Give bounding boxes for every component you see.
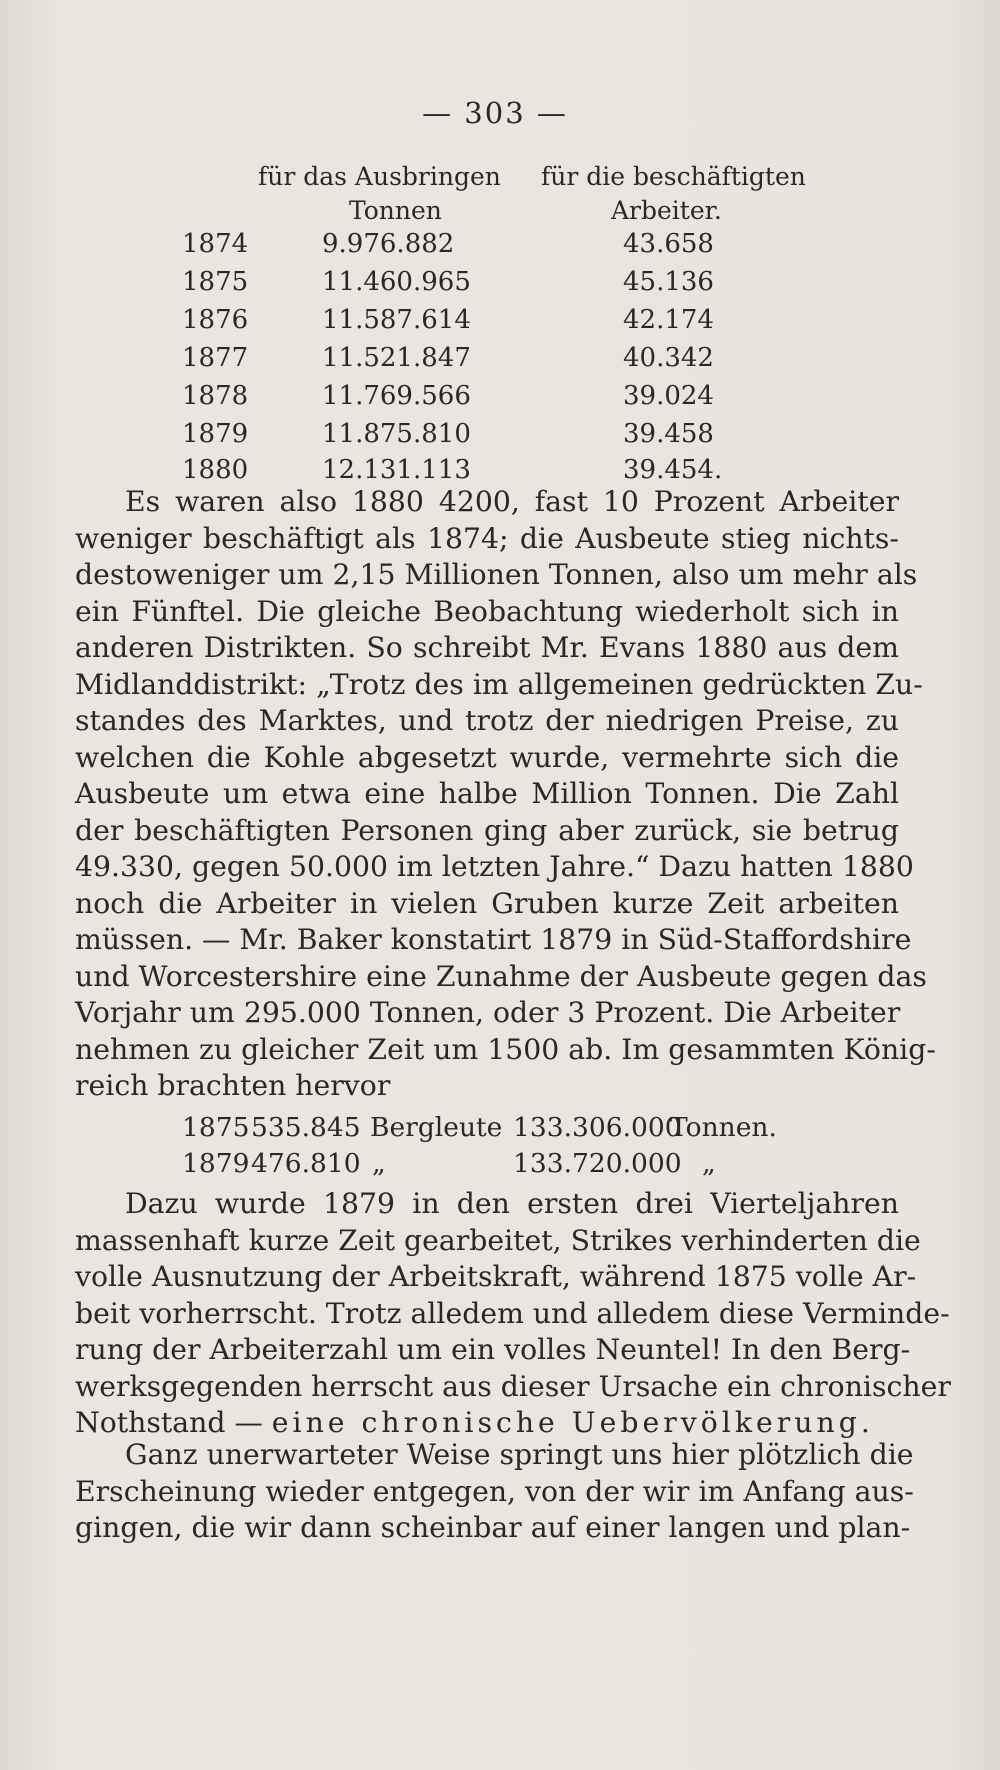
table-row: [0, 1112, 1000, 1148]
row-year: 1876: [182, 305, 249, 335]
text-line: destoweniger um 2,15 Millionen Tonnen, also um mehr als: [75, 558, 918, 591]
text-line: und Worcestershire eine Zunahme der Ausbeute gegen das: [75, 959, 927, 993]
paragraph-second: [75, 1186, 951, 1442]
header-workers-unit: Arbeiter.: [611, 196, 722, 225]
row-tons: 11.587.614: [322, 305, 471, 335]
text-line: gingen, die wir dann scheinbar auf einer langen und plan-: [75, 1511, 911, 1544]
text-line: rung der Arbeiterzahl um ein volles Neuntel! In den Berg-: [75, 1333, 911, 1366]
row-tons: 11.769.566: [322, 381, 471, 411]
text-segment: Nothstand —: [75, 1406, 272, 1439]
text-line: noch die Arbeiter in vielen Gruben kurze Zeit arbeiten: [75, 886, 899, 920]
text-line: anderen Distrikten. So schreibt Mr. Evans 1880 aus dem: [75, 631, 899, 664]
text-line: beit vorherrscht. Trotz alledem und alledem diese Verminde-: [75, 1296, 950, 1330]
row-year: 1879: [182, 419, 249, 449]
text-line: standes des Marktes, und trotz der niedrigen Preise, zu: [75, 704, 899, 737]
row-workers: 45.136: [623, 267, 714, 297]
table-row: [0, 305, 1000, 345]
row-miners: 476.810: [251, 1148, 361, 1179]
spaced-emphasis: eine chronische Uebervölkerung.: [271, 1406, 874, 1439]
text-line: der beschäftigten Personen ging aber zurück, sie betrug: [75, 813, 899, 847]
text-line: 49.330, gegen 50.000 im letzten Jahre.“ Dazu hatten 1880: [75, 850, 914, 883]
table-row: [0, 267, 1000, 307]
row-tons: 133.720.000: [513, 1148, 682, 1179]
table-row: [0, 1148, 1000, 1184]
row-tons: 11.521.847: [322, 343, 471, 373]
ditto-mark: „: [702, 1148, 716, 1179]
row-workers: 39.454.: [623, 455, 723, 485]
text-line: Ganz unerwarteter Weise springt uns hier plötzlich die: [125, 1438, 914, 1471]
text-line: reich brachten hervor: [75, 1069, 391, 1102]
row-workers: 40.342: [623, 343, 714, 373]
row-miners: 535.845: [251, 1112, 361, 1143]
row-year: 1875: [182, 267, 249, 297]
row-workers: 39.024: [623, 381, 714, 411]
row-label: Bergleute: [370, 1112, 503, 1143]
row-tons: 11.875.810: [322, 419, 471, 449]
row-workers: 39.458: [623, 419, 714, 449]
table-row: [0, 419, 1000, 459]
text-line: weniger beschäftigt als 1874; die Ausbeute stieg nichts-: [75, 521, 899, 555]
paragraph-main: [75, 484, 936, 1105]
text-line: Vorjahr um 295.000 Tonnen, oder 3 Prozent. Die Arbeiter: [75, 996, 901, 1029]
text-line: Dazu wurde 1879 in den ersten drei Vierteljahren: [125, 1187, 899, 1220]
text-line: müssen. — Mr. Baker konstatirt 1879 in Süd-Staffordshire: [75, 923, 912, 956]
table-row: [0, 229, 1000, 269]
row-unit: Tonnen.: [670, 1112, 777, 1143]
header-workers: für die beschäftigten: [541, 162, 806, 191]
text-line: nehmen zu gleicher Zeit um 1500 ab. Im gesammten König-: [75, 1032, 936, 1066]
ditto-mark: „: [372, 1148, 386, 1179]
row-workers: 42.174: [623, 305, 714, 335]
row-year: 1880: [182, 455, 249, 485]
text-line: ein Fünftel. Die gleiche Beobachtung wiederholt sich in: [75, 594, 899, 628]
row-tons: 133.306.000: [513, 1112, 682, 1143]
row-year: 1877: [182, 343, 249, 373]
text-line: Es waren also 1880 4200, fast 10 Prozent Arbeiter: [125, 485, 899, 518]
row-year: 1879: [182, 1148, 250, 1179]
text-line: Ausbeute um etwa eine halbe Million Tonnen. Die Zahl: [75, 777, 899, 810]
text-line: werksgegenden herrscht aus dieser Ursache ein chronischer: [75, 1369, 951, 1403]
row-tons: 12.131.113: [322, 455, 471, 485]
paragraph-third: [75, 1437, 914, 1547]
table-row: [0, 343, 1000, 383]
row-tons: 9.976.882: [322, 229, 455, 259]
text-line: massenhaft kurze Zeit gearbeitet, Strikes verhinderten die: [75, 1223, 921, 1257]
row-tons: 11.460.965: [322, 267, 471, 297]
row-year: 1875: [182, 1112, 250, 1143]
text-line: welchen die Kohle abgesetzt wurde, vermehrte sich die: [75, 740, 899, 774]
table-row: [0, 381, 1000, 421]
header-output: für das Ausbringen: [258, 162, 501, 191]
text-line: Erscheinung wieder entgegen, von der wir im Anfang aus-: [75, 1474, 914, 1508]
page-number: — 303 —: [422, 96, 568, 130]
text-line: Midlanddistrikt: „Trotz des im allgemeinen gedrückten Zu-: [75, 667, 923, 701]
row-workers: 43.658: [623, 229, 714, 259]
row-year: 1874: [182, 229, 249, 259]
header-output-unit: Tonnen: [349, 196, 442, 225]
row-year: 1878: [182, 381, 249, 411]
text-line: volle Ausnutzung der Arbeitskraft, während 1875 volle Ar-: [75, 1260, 917, 1293]
